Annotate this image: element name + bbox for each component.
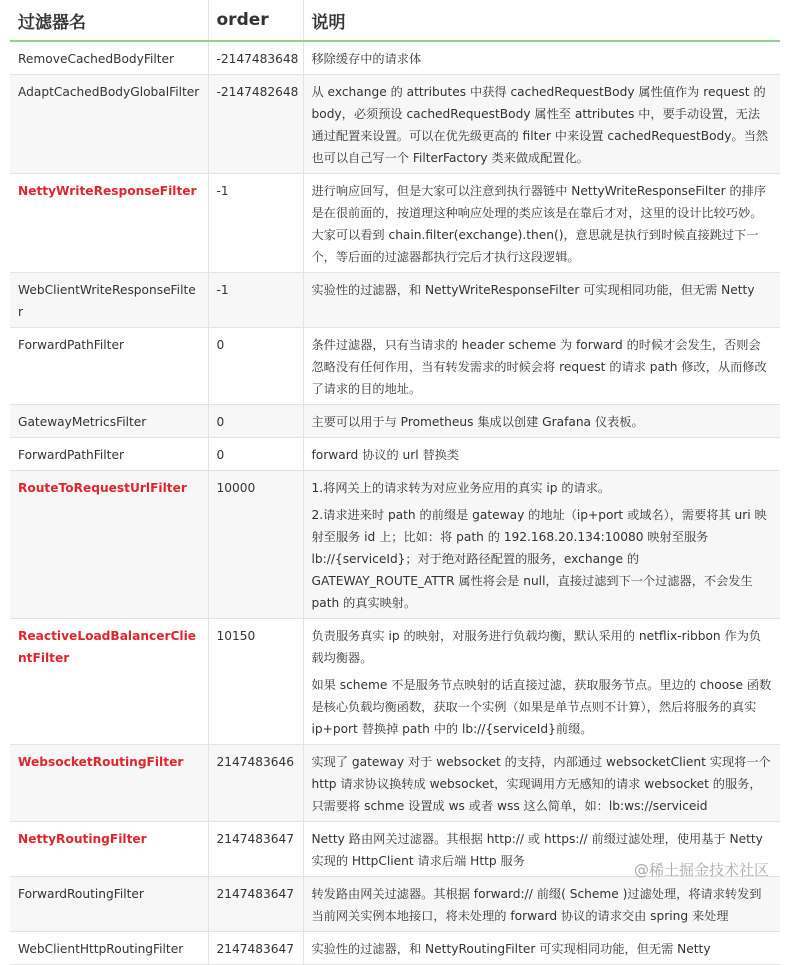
description-paragraph: 2.请求进来时 path 的前缀是 gateway 的地址（ip+port 或域名），需要将其 uri 映射至服务 id 上；比如：将 path 的 192.168.20.134:10080 映射至服务 lb://{serviceId}；对于绝对路径配置的服务，exchange 的 GATEWAY_ROUTE_ATTR 属性将会是 null，直接过滤到下一个过滤器，不会发生 path 的真实映射。: [311, 508, 767, 610]
filter-name-cell: ForwardPathFilter: [10, 328, 208, 405]
table-row: [10, 75, 780, 174]
description-paragraph: 条件过滤器，只有当请求的 header scheme 为 forward 的时候才会发生，否则会忽略没有任何作用，当有转发需求的时候会将 request 的请求 path 修改，从而修改了请求的目的地址。: [311, 338, 767, 396]
description-cell: [303, 273, 780, 328]
order-cell: 0: [208, 405, 303, 438]
table-header-row: [10, 0, 780, 41]
filter-name-cell: WebClientHttpRoutingFilter: [10, 932, 208, 965]
header-order: order: [208, 0, 303, 41]
filter-name-cell: GatewayMetricsFilter: [10, 405, 208, 438]
filter-name-cell: WebsocketRoutingFilter: [10, 745, 208, 822]
filter-name-cell: RemoveCachedBodyFilter: [10, 41, 208, 75]
description-cell: [303, 41, 780, 75]
filter-name-cell: RouteToRequestUrlFilter: [10, 471, 208, 619]
description-paragraph: forward 协议的 url 替换类: [311, 448, 460, 462]
description-paragraph: Netty 路由网关过滤器。其根据 http:// 或 https:// 前缀过滤处理，使用基于 Netty 实现的 HttpClient 请求后端 Http 服务: [311, 832, 763, 868]
filter-name-cell: WebClientWriteResponseFilter: [10, 273, 208, 328]
description-cell: [303, 619, 780, 745]
description-paragraph: 移除缓存中的请求体: [311, 52, 422, 66]
description-cell: [303, 174, 780, 273]
order-cell: 2147483647: [208, 822, 303, 877]
watermark: @稀土掘金技术社区: [633, 861, 769, 879]
order-cell: 10150: [208, 619, 303, 745]
description-paragraph: 实验性的过滤器，和 NettyWriteResponseFilter 可实现相同功能，但无需 Netty: [311, 283, 755, 297]
order-cell: -1: [208, 273, 303, 328]
description-paragraph: 从 exchange 的 attributes 中获得 cachedRequestBody 属性值作为 request 的 body，必须预设 cachedRequestBody 属性至 attributes 中，要手动设置，无法通过配置来设置。可以在优先级更高的 filter 中来设置 cachedRequestBody。当然也可以自己写一个 FilterFactory 类来做成配置化。: [311, 85, 769, 165]
description-paragraph: 主要可以用于与 Prometheus 集成以创建 Grafana 仪表板。: [311, 415, 644, 429]
order-cell: 0: [208, 328, 303, 405]
description-paragraph: 实现了 gateway 对于 websocket 的支持，内部通过 websocketClient 实现将一个 http 请求协议换转成 websocket，实现调用方无感知的请求 websocket 的服务，只需要将 schme 设置成 ws 或者 wss 这么简单，如：lb:ws://serviceid: [311, 755, 771, 813]
description-cell: [303, 932, 780, 965]
description-cell: [303, 877, 780, 932]
order-cell: 2147483647: [208, 932, 303, 965]
description-cell: [303, 328, 780, 405]
table-row: [10, 273, 780, 328]
filter-name-cell: ReactiveLoadBalancerClientFilter: [10, 619, 208, 745]
filter-name-cell: AdaptCachedBodyGlobalFilter: [10, 75, 208, 174]
order-cell: -2147482648: [208, 75, 303, 174]
order-cell: 0: [208, 438, 303, 471]
description-paragraph: 如果 scheme 不是服务节点映射的话直接过滤，获取服务节点。里边的 choose 函数是核心负载均衡函数，获取一个实例（如果是单节点则不计算），然后将服务的真实 ip+port 替换掉 path 中的 lb://{serviceId}前缀。: [311, 678, 772, 736]
filter-name-cell: ForwardPathFilter: [10, 438, 208, 471]
table-row: [10, 438, 780, 471]
header-filter-name: 过滤器名: [10, 0, 208, 41]
filter-name-cell: NettyWriteResponseFilter: [10, 174, 208, 273]
order-cell: 2147483646: [208, 745, 303, 822]
table-row: [10, 619, 780, 745]
description-paragraph: 转发路由网关过滤器。其根据 forward:// 前缀( Scheme )过滤处理，将请求转发到当前网关实例本地接口，将未处理的 forward 协议的请求交由 spring 来处理: [311, 887, 762, 923]
table-body: [10, 41, 780, 965]
description-paragraph: 1.将网关上的请求转为对应业务应用的真实 ip 的请求。: [311, 481, 611, 495]
table-row: [10, 41, 780, 75]
description-cell: [303, 75, 780, 174]
filter-name-cell: ForwardRoutingFilter: [10, 877, 208, 932]
table-row: [10, 174, 780, 273]
description-cell: [303, 405, 780, 438]
order-cell: -1: [208, 174, 303, 273]
filter-table: [10, 0, 780, 965]
table-row: [10, 328, 780, 405]
filter-table-container: [10, 0, 780, 965]
filter-name-cell: NettyRoutingFilter: [10, 822, 208, 877]
table-row: [10, 877, 780, 932]
order-cell: -2147483648: [208, 41, 303, 75]
header-description: 说明: [303, 0, 780, 41]
table-row: [10, 405, 780, 438]
table-row: [10, 932, 780, 965]
description-cell: [303, 438, 780, 471]
order-cell: 10000: [208, 471, 303, 619]
table-row: [10, 471, 780, 619]
order-cell: 2147483647: [208, 877, 303, 932]
description-cell: [303, 745, 780, 822]
description-paragraph: 实验性的过滤器，和 NettyRoutingFilter 可实现相同功能，但无需 Netty: [311, 942, 711, 956]
table-row: [10, 745, 780, 822]
description-cell: [303, 471, 780, 619]
description-paragraph: 进行响应回写，但是大家可以注意到执行器链中 NettyWriteResponseFilter 的排序是在很前面的，按道理这种响应处理的类应该是在靠后才对，这里的设计比较巧妙。大家可以看到 chain.filter(exchange).then()，意思就是执行到时候直接跳过下一个，等后面的过滤器都执行完后才执行这段逻辑。: [311, 184, 767, 264]
description-paragraph: 负责服务真实 ip 的映射，对服务进行负载均衡，默认采用的 netflix-ribbon 作为负载均衡器。: [311, 629, 762, 665]
